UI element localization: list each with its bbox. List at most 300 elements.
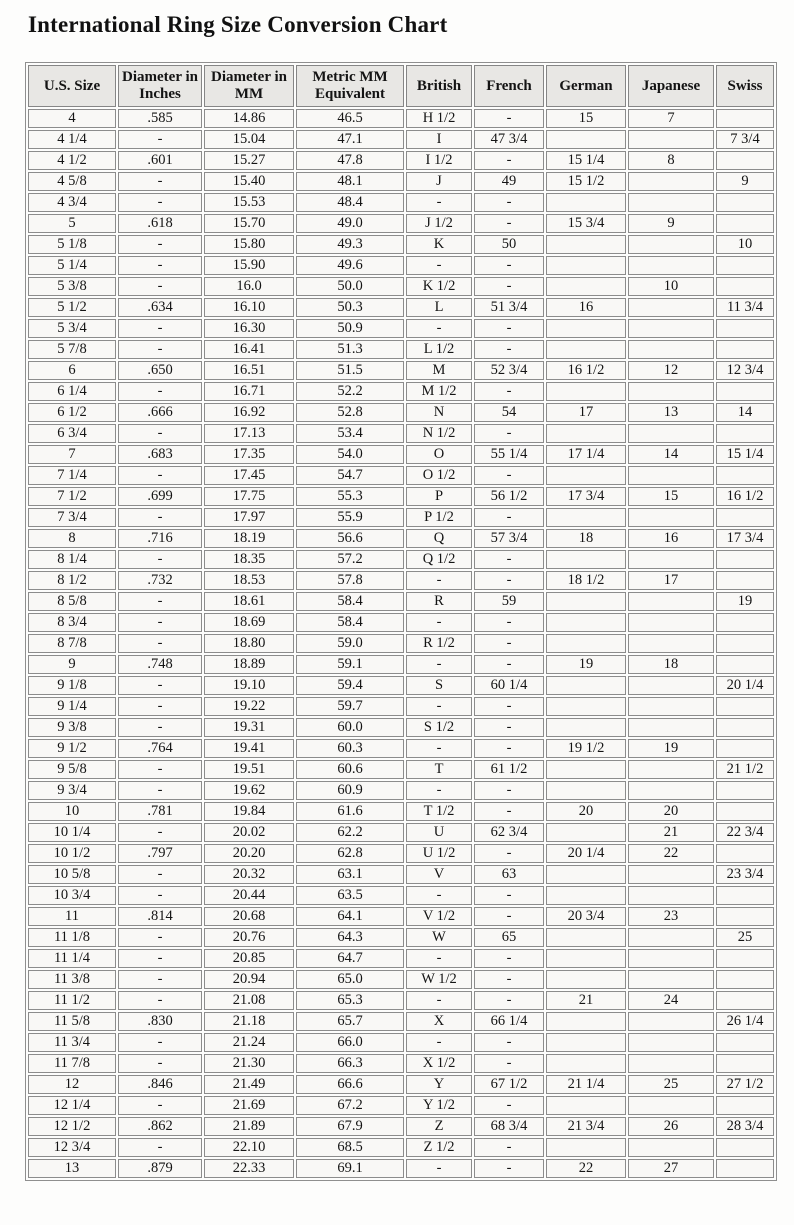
table-cell: 60 1/4 bbox=[474, 676, 544, 695]
table-cell: 67.2 bbox=[296, 1096, 404, 1115]
table-cell: 17 bbox=[546, 403, 626, 422]
table-cell: 49.0 bbox=[296, 214, 404, 233]
table-row bbox=[28, 655, 774, 674]
table-cell: R bbox=[406, 592, 472, 611]
table-cell: 11 3/4 bbox=[28, 1033, 116, 1052]
table-cell: - bbox=[118, 949, 202, 968]
table-cell bbox=[716, 991, 774, 1010]
table-cell: O 1/2 bbox=[406, 466, 472, 485]
table-row bbox=[28, 823, 774, 842]
table-cell: 16.0 bbox=[204, 277, 294, 296]
table-cell: - bbox=[474, 886, 544, 905]
table-cell: U 1/2 bbox=[406, 844, 472, 863]
table-cell bbox=[628, 781, 714, 800]
table-cell: .814 bbox=[118, 907, 202, 926]
table-cell: R 1/2 bbox=[406, 634, 472, 653]
table-cell: 6 bbox=[28, 361, 116, 380]
table-cell: 9 bbox=[628, 214, 714, 233]
table-cell bbox=[546, 1138, 626, 1157]
table-cell: 15.80 bbox=[204, 235, 294, 254]
table-cell: 14.86 bbox=[204, 109, 294, 128]
table-cell: - bbox=[474, 1096, 544, 1115]
table-cell: 48.1 bbox=[296, 172, 404, 191]
table-cell: 11 bbox=[28, 907, 116, 926]
table-cell: 26 1/4 bbox=[716, 1012, 774, 1031]
table-cell: 60.6 bbox=[296, 760, 404, 779]
table-cell: 11 5/8 bbox=[28, 1012, 116, 1031]
table-cell: 9 1/2 bbox=[28, 739, 116, 758]
table-cell bbox=[628, 949, 714, 968]
table-cell: - bbox=[474, 718, 544, 737]
table-cell bbox=[716, 1138, 774, 1157]
table-cell: 64.1 bbox=[296, 907, 404, 926]
table-row bbox=[28, 109, 774, 128]
table-cell bbox=[546, 508, 626, 527]
table-cell: - bbox=[118, 613, 202, 632]
table-cell: 27 bbox=[628, 1159, 714, 1178]
table-cell: 49.3 bbox=[296, 235, 404, 254]
table-cell: 21.30 bbox=[204, 1054, 294, 1073]
table-cell: I 1/2 bbox=[406, 151, 472, 170]
table-cell: 8 bbox=[628, 151, 714, 170]
table-cell bbox=[628, 928, 714, 947]
table-cell: 19 bbox=[546, 655, 626, 674]
table-row bbox=[28, 214, 774, 233]
table-cell: S bbox=[406, 676, 472, 695]
table-cell: 57 3/4 bbox=[474, 529, 544, 548]
table-cell: 59.1 bbox=[296, 655, 404, 674]
table-cell: 18.19 bbox=[204, 529, 294, 548]
table-cell: 25 bbox=[716, 928, 774, 947]
table-cell bbox=[546, 424, 626, 443]
table-cell: - bbox=[406, 613, 472, 632]
table-cell: 49 bbox=[474, 172, 544, 191]
table-cell: Q 1/2 bbox=[406, 550, 472, 569]
table-cell: 51 3/4 bbox=[474, 298, 544, 317]
table-cell: 15.90 bbox=[204, 256, 294, 275]
table-cell: 8 1/2 bbox=[28, 571, 116, 590]
table-cell: 12 bbox=[628, 361, 714, 380]
table-cell: 47 3/4 bbox=[474, 130, 544, 149]
table-cell: 20 1/4 bbox=[716, 676, 774, 695]
table-cell: 19.51 bbox=[204, 760, 294, 779]
table-cell: - bbox=[118, 991, 202, 1010]
table-cell bbox=[546, 256, 626, 275]
table-row bbox=[28, 529, 774, 548]
table-cell: 69.1 bbox=[296, 1159, 404, 1178]
table-cell: - bbox=[474, 214, 544, 233]
table-cell: 15 1/2 bbox=[546, 172, 626, 191]
table-cell: 20.94 bbox=[204, 970, 294, 989]
table-cell bbox=[716, 1033, 774, 1052]
table-cell: 17.97 bbox=[204, 508, 294, 527]
table-cell bbox=[716, 109, 774, 128]
table-cell: 22 3/4 bbox=[716, 823, 774, 842]
table-cell: Y bbox=[406, 1075, 472, 1094]
table-cell: 12 3/4 bbox=[28, 1138, 116, 1157]
table-cell bbox=[628, 193, 714, 212]
table-row bbox=[28, 928, 774, 947]
table-cell: 9 3/4 bbox=[28, 781, 116, 800]
table-cell: - bbox=[474, 319, 544, 338]
table-cell: - bbox=[406, 655, 472, 674]
column-header: U.S. Size bbox=[28, 65, 116, 107]
table-cell: 62.2 bbox=[296, 823, 404, 842]
table-cell: 20 bbox=[546, 802, 626, 821]
table-cell: 47.1 bbox=[296, 130, 404, 149]
table-cell: 7 3/4 bbox=[716, 130, 774, 149]
table-cell: - bbox=[118, 760, 202, 779]
table-cell: - bbox=[118, 1138, 202, 1157]
table-cell bbox=[546, 676, 626, 695]
table-cell bbox=[628, 1138, 714, 1157]
table-cell: 16 bbox=[546, 298, 626, 317]
table-cell: 5 1/8 bbox=[28, 235, 116, 254]
table-cell: M 1/2 bbox=[406, 382, 472, 401]
table-cell: 28 3/4 bbox=[716, 1117, 774, 1136]
table-cell: - bbox=[118, 235, 202, 254]
table-cell: - bbox=[474, 1033, 544, 1052]
table-cell: P 1/2 bbox=[406, 508, 472, 527]
table-cell bbox=[628, 1096, 714, 1115]
table-cell: 67.9 bbox=[296, 1117, 404, 1136]
table-cell: 20 1/4 bbox=[546, 844, 626, 863]
table-cell: - bbox=[118, 319, 202, 338]
table-cell: .634 bbox=[118, 298, 202, 317]
table-cell: - bbox=[474, 550, 544, 569]
table-row bbox=[28, 508, 774, 527]
table-cell: 55 1/4 bbox=[474, 445, 544, 464]
table-cell bbox=[628, 130, 714, 149]
table-cell bbox=[546, 865, 626, 884]
table-cell: 18.53 bbox=[204, 571, 294, 590]
table-cell: X 1/2 bbox=[406, 1054, 472, 1073]
table-cell bbox=[546, 1012, 626, 1031]
table-cell bbox=[716, 1159, 774, 1178]
table-cell: 20.02 bbox=[204, 823, 294, 842]
table-cell: 9 bbox=[28, 655, 116, 674]
table-cell: 56 1/2 bbox=[474, 487, 544, 506]
table-row bbox=[28, 403, 774, 422]
table-cell: - bbox=[474, 949, 544, 968]
table-cell: 54.0 bbox=[296, 445, 404, 464]
table-cell: 11 1/4 bbox=[28, 949, 116, 968]
table-cell: 68.5 bbox=[296, 1138, 404, 1157]
table-cell: 21.69 bbox=[204, 1096, 294, 1115]
table-cell: Y 1/2 bbox=[406, 1096, 472, 1115]
table-cell: - bbox=[118, 193, 202, 212]
table-cell: - bbox=[474, 1054, 544, 1073]
column-header: Metric MM Equivalent bbox=[296, 65, 404, 107]
table-cell: 16.71 bbox=[204, 382, 294, 401]
table-cell: V 1/2 bbox=[406, 907, 472, 926]
table-cell: 62 3/4 bbox=[474, 823, 544, 842]
table-cell bbox=[546, 718, 626, 737]
table-row bbox=[28, 361, 774, 380]
table-cell: 59 bbox=[474, 592, 544, 611]
table-row bbox=[28, 1117, 774, 1136]
table-cell: 15.70 bbox=[204, 214, 294, 233]
table-cell: 7 1/4 bbox=[28, 466, 116, 485]
table-row bbox=[28, 991, 774, 1010]
table-cell: 9 1/8 bbox=[28, 676, 116, 695]
table-cell: 21.08 bbox=[204, 991, 294, 1010]
table-cell: 17 3/4 bbox=[716, 529, 774, 548]
table-cell: 5 bbox=[28, 214, 116, 233]
table-cell: - bbox=[118, 697, 202, 716]
table-cell bbox=[546, 886, 626, 905]
table-cell bbox=[716, 424, 774, 443]
table-row bbox=[28, 256, 774, 275]
table-cell: 16.51 bbox=[204, 361, 294, 380]
column-header: Diameter in Inches bbox=[118, 65, 202, 107]
table-cell bbox=[628, 382, 714, 401]
table-cell bbox=[546, 1054, 626, 1073]
table-cell: .797 bbox=[118, 844, 202, 863]
table-cell: 65 bbox=[474, 928, 544, 947]
table-cell: - bbox=[406, 949, 472, 968]
table-cell: - bbox=[118, 970, 202, 989]
table-cell: 16 1/2 bbox=[716, 487, 774, 506]
table-cell: .748 bbox=[118, 655, 202, 674]
table-cell: 11 3/4 bbox=[716, 298, 774, 317]
table-row bbox=[28, 592, 774, 611]
table-cell: 53.4 bbox=[296, 424, 404, 443]
table-row bbox=[28, 949, 774, 968]
table-cell: 18.69 bbox=[204, 613, 294, 632]
table-cell: .764 bbox=[118, 739, 202, 758]
table-row bbox=[28, 739, 774, 758]
table-cell: 20.68 bbox=[204, 907, 294, 926]
table-cell: - bbox=[118, 928, 202, 947]
table-cell: - bbox=[118, 718, 202, 737]
table-cell bbox=[628, 256, 714, 275]
table-cell: 68 3/4 bbox=[474, 1117, 544, 1136]
table-cell bbox=[716, 970, 774, 989]
table-cell bbox=[628, 886, 714, 905]
table-cell: K 1/2 bbox=[406, 277, 472, 296]
table-cell: 4 bbox=[28, 109, 116, 128]
table-cell bbox=[716, 697, 774, 716]
table-cell: 55.3 bbox=[296, 487, 404, 506]
table-cell: - bbox=[406, 886, 472, 905]
table-cell bbox=[716, 340, 774, 359]
table-cell: 51.3 bbox=[296, 340, 404, 359]
table-cell bbox=[628, 718, 714, 737]
table-cell: 16 bbox=[628, 529, 714, 548]
table-cell: 50.0 bbox=[296, 277, 404, 296]
table-cell: - bbox=[118, 634, 202, 653]
table-cell: 46.5 bbox=[296, 109, 404, 128]
table-cell: 8 7/8 bbox=[28, 634, 116, 653]
table-cell: 7 bbox=[28, 445, 116, 464]
table-cell bbox=[546, 760, 626, 779]
table-cell: 19 bbox=[628, 739, 714, 758]
table-cell bbox=[628, 466, 714, 485]
table-row bbox=[28, 844, 774, 863]
table-cell: 66.0 bbox=[296, 1033, 404, 1052]
table-cell: - bbox=[406, 991, 472, 1010]
table-cell: 15 3/4 bbox=[546, 214, 626, 233]
table-cell: 11 1/8 bbox=[28, 928, 116, 947]
header-row bbox=[28, 65, 774, 107]
table-cell: 57.2 bbox=[296, 550, 404, 569]
table-cell: 67 1/2 bbox=[474, 1075, 544, 1094]
table-cell: 17.75 bbox=[204, 487, 294, 506]
table-cell: 19 bbox=[716, 592, 774, 611]
table-cell: - bbox=[406, 571, 472, 590]
table-cell: 19 1/2 bbox=[546, 739, 626, 758]
table-row bbox=[28, 151, 774, 170]
table-cell: T bbox=[406, 760, 472, 779]
table-cell bbox=[628, 865, 714, 884]
table-cell: 19.10 bbox=[204, 676, 294, 695]
table-cell: 21 bbox=[628, 823, 714, 842]
table-cell bbox=[546, 277, 626, 296]
table-row bbox=[28, 697, 774, 716]
table-cell: .862 bbox=[118, 1117, 202, 1136]
table-cell: .879 bbox=[118, 1159, 202, 1178]
column-header: Japanese bbox=[628, 65, 714, 107]
table-cell: 7 3/4 bbox=[28, 508, 116, 527]
table-cell: - bbox=[118, 676, 202, 695]
table-cell: 15.40 bbox=[204, 172, 294, 191]
table-cell: 17 3/4 bbox=[546, 487, 626, 506]
table-cell: 23 3/4 bbox=[716, 865, 774, 884]
table-cell: 8 3/4 bbox=[28, 613, 116, 632]
table-cell: - bbox=[118, 466, 202, 485]
table-cell bbox=[716, 655, 774, 674]
table-cell: .601 bbox=[118, 151, 202, 170]
table-cell: 5 3/4 bbox=[28, 319, 116, 338]
table-cell: 59.0 bbox=[296, 634, 404, 653]
table-cell: 57.8 bbox=[296, 571, 404, 590]
table-cell: 16.30 bbox=[204, 319, 294, 338]
table-cell: .699 bbox=[118, 487, 202, 506]
table-header bbox=[28, 65, 774, 107]
table-cell: - bbox=[474, 991, 544, 1010]
table-cell bbox=[546, 319, 626, 338]
table-cell bbox=[628, 340, 714, 359]
table-cell: 10 3/4 bbox=[28, 886, 116, 905]
table-cell: - bbox=[118, 823, 202, 842]
table-cell: 65.3 bbox=[296, 991, 404, 1010]
table-cell: 52.2 bbox=[296, 382, 404, 401]
table-cell: 27 1/2 bbox=[716, 1075, 774, 1094]
table-cell: 24 bbox=[628, 991, 714, 1010]
table-cell: O bbox=[406, 445, 472, 464]
table-cell: 59.4 bbox=[296, 676, 404, 695]
table-cell bbox=[716, 193, 774, 212]
table-cell: 19.22 bbox=[204, 697, 294, 716]
table-cell bbox=[628, 1033, 714, 1052]
table-row bbox=[28, 886, 774, 905]
table-cell bbox=[546, 193, 626, 212]
table-cell: 16.41 bbox=[204, 340, 294, 359]
table-cell: 9 3/8 bbox=[28, 718, 116, 737]
table-cell: 49.6 bbox=[296, 256, 404, 275]
table-cell: - bbox=[118, 865, 202, 884]
table-row bbox=[28, 781, 774, 800]
table-cell: 64.7 bbox=[296, 949, 404, 968]
table-cell: H 1/2 bbox=[406, 109, 472, 128]
table-cell: 15.04 bbox=[204, 130, 294, 149]
table-cell bbox=[546, 634, 626, 653]
table-cell: Q bbox=[406, 529, 472, 548]
table-cell: .683 bbox=[118, 445, 202, 464]
table-cell bbox=[628, 613, 714, 632]
table-cell: W bbox=[406, 928, 472, 947]
table-cell: - bbox=[474, 1159, 544, 1178]
table-cell: 17 bbox=[628, 571, 714, 590]
table-cell: - bbox=[474, 109, 544, 128]
table-cell bbox=[546, 130, 626, 149]
table-cell: - bbox=[474, 907, 544, 926]
table-cell: 7 1/2 bbox=[28, 487, 116, 506]
table-cell: 22 bbox=[546, 1159, 626, 1178]
table-cell bbox=[716, 949, 774, 968]
table-row bbox=[28, 1012, 774, 1031]
table-cell: 8 bbox=[28, 529, 116, 548]
table-cell: M bbox=[406, 361, 472, 380]
table-cell: 20.76 bbox=[204, 928, 294, 947]
table-cell: 22.33 bbox=[204, 1159, 294, 1178]
table-cell: 9 bbox=[716, 172, 774, 191]
table-cell: 65.0 bbox=[296, 970, 404, 989]
table-cell bbox=[716, 214, 774, 233]
table-cell: - bbox=[406, 256, 472, 275]
table-cell: 4 1/2 bbox=[28, 151, 116, 170]
table-cell bbox=[716, 319, 774, 338]
table-cell bbox=[716, 466, 774, 485]
table-cell bbox=[628, 235, 714, 254]
table-row bbox=[28, 1075, 774, 1094]
table-cell: .830 bbox=[118, 1012, 202, 1031]
table-row bbox=[28, 802, 774, 821]
table-cell: 8 5/8 bbox=[28, 592, 116, 611]
table-cell: 21.18 bbox=[204, 1012, 294, 1031]
table-cell: I bbox=[406, 130, 472, 149]
table-cell bbox=[716, 1096, 774, 1115]
table-row bbox=[28, 1033, 774, 1052]
table-cell: 18.61 bbox=[204, 592, 294, 611]
table-cell: 21 3/4 bbox=[546, 1117, 626, 1136]
table-cell bbox=[716, 571, 774, 590]
table-row bbox=[28, 718, 774, 737]
table-cell: 15 bbox=[546, 109, 626, 128]
table-cell: 16.10 bbox=[204, 298, 294, 317]
table-cell: 12 3/4 bbox=[716, 361, 774, 380]
table-cell: 14 bbox=[716, 403, 774, 422]
table-cell: 20 3/4 bbox=[546, 907, 626, 926]
table-cell: 12 1/2 bbox=[28, 1117, 116, 1136]
table-cell bbox=[628, 550, 714, 569]
table-row bbox=[28, 1096, 774, 1115]
table-cell: - bbox=[474, 1138, 544, 1157]
table-cell: 18.80 bbox=[204, 634, 294, 653]
table-cell: - bbox=[406, 1159, 472, 1178]
table-cell bbox=[546, 613, 626, 632]
table-cell: 54 bbox=[474, 403, 544, 422]
table-row bbox=[28, 130, 774, 149]
table-cell: .732 bbox=[118, 571, 202, 590]
table-cell: - bbox=[474, 466, 544, 485]
table-cell: - bbox=[118, 550, 202, 569]
table-cell: 21.49 bbox=[204, 1075, 294, 1094]
table-cell: 56.6 bbox=[296, 529, 404, 548]
table-cell: - bbox=[406, 781, 472, 800]
table-row bbox=[28, 760, 774, 779]
